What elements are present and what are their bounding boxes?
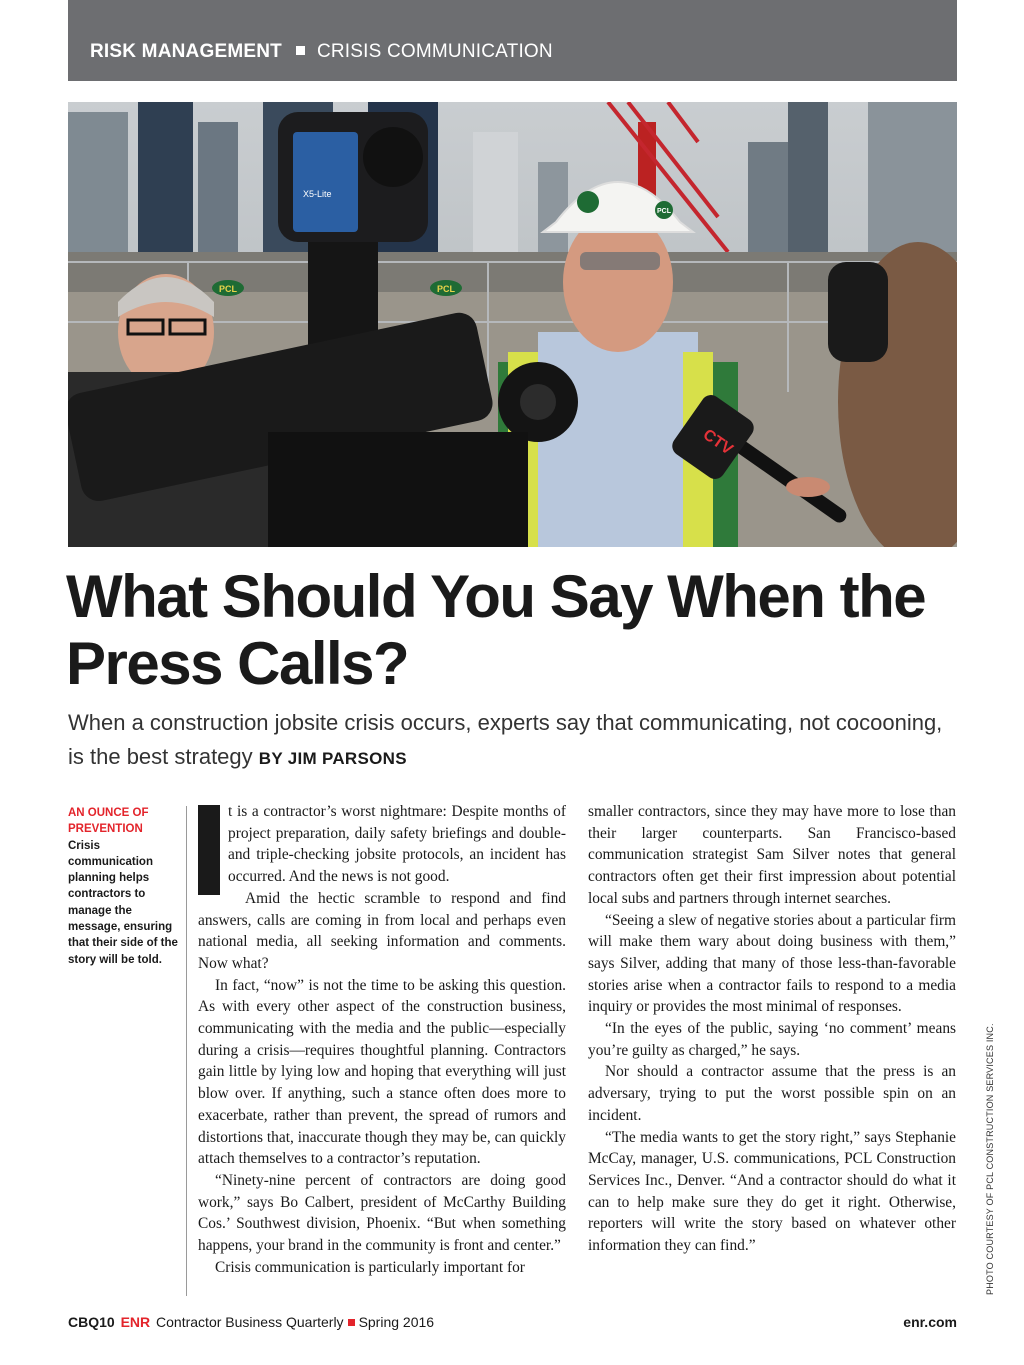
fence-sign: [430, 280, 462, 296]
publication-name: Contractor Business Quarterly: [156, 1314, 344, 1330]
separator-square-icon: [296, 46, 305, 55]
photo-caption: [68, 805, 178, 968]
hardhat-badge: PCL: [657, 208, 671, 215]
article-photo: [68, 102, 957, 547]
deck-text: When a construction jobsite crisis occurs, experts say that communicating, not cocooning, is the best strategy: [68, 710, 943, 769]
fence-sign: [212, 280, 244, 296]
column-rule: [186, 806, 187, 1296]
article-paragraph: smaller contractors, since they may have more to lose than their larger counterparts. San Francisco-based communication strategist Sam Silver notes that general contractors often get their first impression about potential local subs and partners through internet searches.: [588, 803, 956, 907]
article-paragraph: t is a contractor’s worst nightmare: Despite months of project preparation, daily safety briefings and double- and triple-checking jobsite protocols, an incident has occurred. And the news is not good.: [198, 801, 566, 888]
press-scrum-illustration: [68, 102, 957, 547]
article-paragraph: Nor should a contractor assume that the press is an adversary, trying to put the worst possible spin on an incident.: [588, 1063, 956, 1124]
article-paragraph: Crisis communication is particularly important for: [215, 1258, 525, 1276]
article-paragraph: In fact, “now” is not the time to be asking this question. As with every other aspect of the construction business, communicating with the media and the public—especially during a crisis—requires thoughtful planning. Contractors gain little by lying low and hoping that everything will just blow over. If anything, such a stance often does more to exacerbate, rather than prevent, the spread of rumors and distortions that, inaccurate though they may be, can quickly attach themselves to a contractor’s reputation.: [198, 976, 566, 1168]
camera-label: X5-Lite: [303, 189, 332, 199]
caption-kicker: AN OUNCE OF PREVENTION: [68, 807, 149, 836]
mic-logo: CTV: [699, 426, 736, 459]
page-footer: [68, 1314, 957, 1330]
svg-text:PCL: PCL: [219, 284, 237, 294]
section-header: [68, 0, 957, 81]
section-label: RISK MANAGEMENT: [90, 41, 282, 62]
article-headline: What Should You Say When the Press Calls?: [66, 563, 926, 697]
article-paragraph: “The media wants to get the story right,” says Stephanie McCay, manager, U.S. communications, PCL Construction Services Inc., Denver. “And a contractor should do what it can to help make sure they do get it right. Otherwise, reporters will write the story based on whatever other information they can find.”: [588, 1128, 956, 1255]
article-paragraph: “In the eyes of the public, saying ‘no comment’ means you’re guilty as charged,” he says.: [588, 1020, 956, 1059]
article-column-2: [588, 801, 956, 1257]
svg-text:PCL: PCL: [437, 284, 455, 294]
byline: BY JIM PARSONS: [258, 749, 407, 768]
article-column-1: [198, 801, 566, 1278]
brand-logo: ENR: [120, 1314, 151, 1330]
section-header-text: [90, 41, 553, 63]
page-folio: CBQ10: [68, 1314, 115, 1330]
issue-date: Spring 2016: [358, 1314, 435, 1330]
website-link[interactable]: enr.com: [903, 1314, 957, 1330]
caption-text: Crisis communication planning helps contractors to manage the message, ensuring that their side of the story will be told.: [68, 839, 178, 966]
subsection-label: CRISIS COMMUNICATION: [316, 41, 553, 62]
drop-cap: [198, 805, 220, 895]
separator-square-icon: [348, 1319, 355, 1326]
article-paragraph: “Ninety-nine percent of contractors are doing good work,” says Bo Calbert, president of McCarthy Building Cos.’ Southwest division, Phoenix. “But when something happens, your brand in the community is front and center.”: [198, 1171, 566, 1255]
article-paragraph: “Seeing a slew of negative stories about a particular firm will make them wary about doing business with them,” says Silver, adding that many of those less-than-favorable stories arise when a contractor fails to respond to a media inquiry or provides the most minimal of responses.: [588, 911, 956, 1016]
article-paragraph: Amid the hectic scramble to respond and find answers, calls are coming in from local and perhaps even national media, all seeking information and comments. Now what?: [198, 889, 566, 972]
photo-credit: PHOTO COURTESY OF PCL CONSTRUCTION SERVICES INC.: [985, 1023, 995, 1295]
article-deck: [68, 706, 948, 776]
